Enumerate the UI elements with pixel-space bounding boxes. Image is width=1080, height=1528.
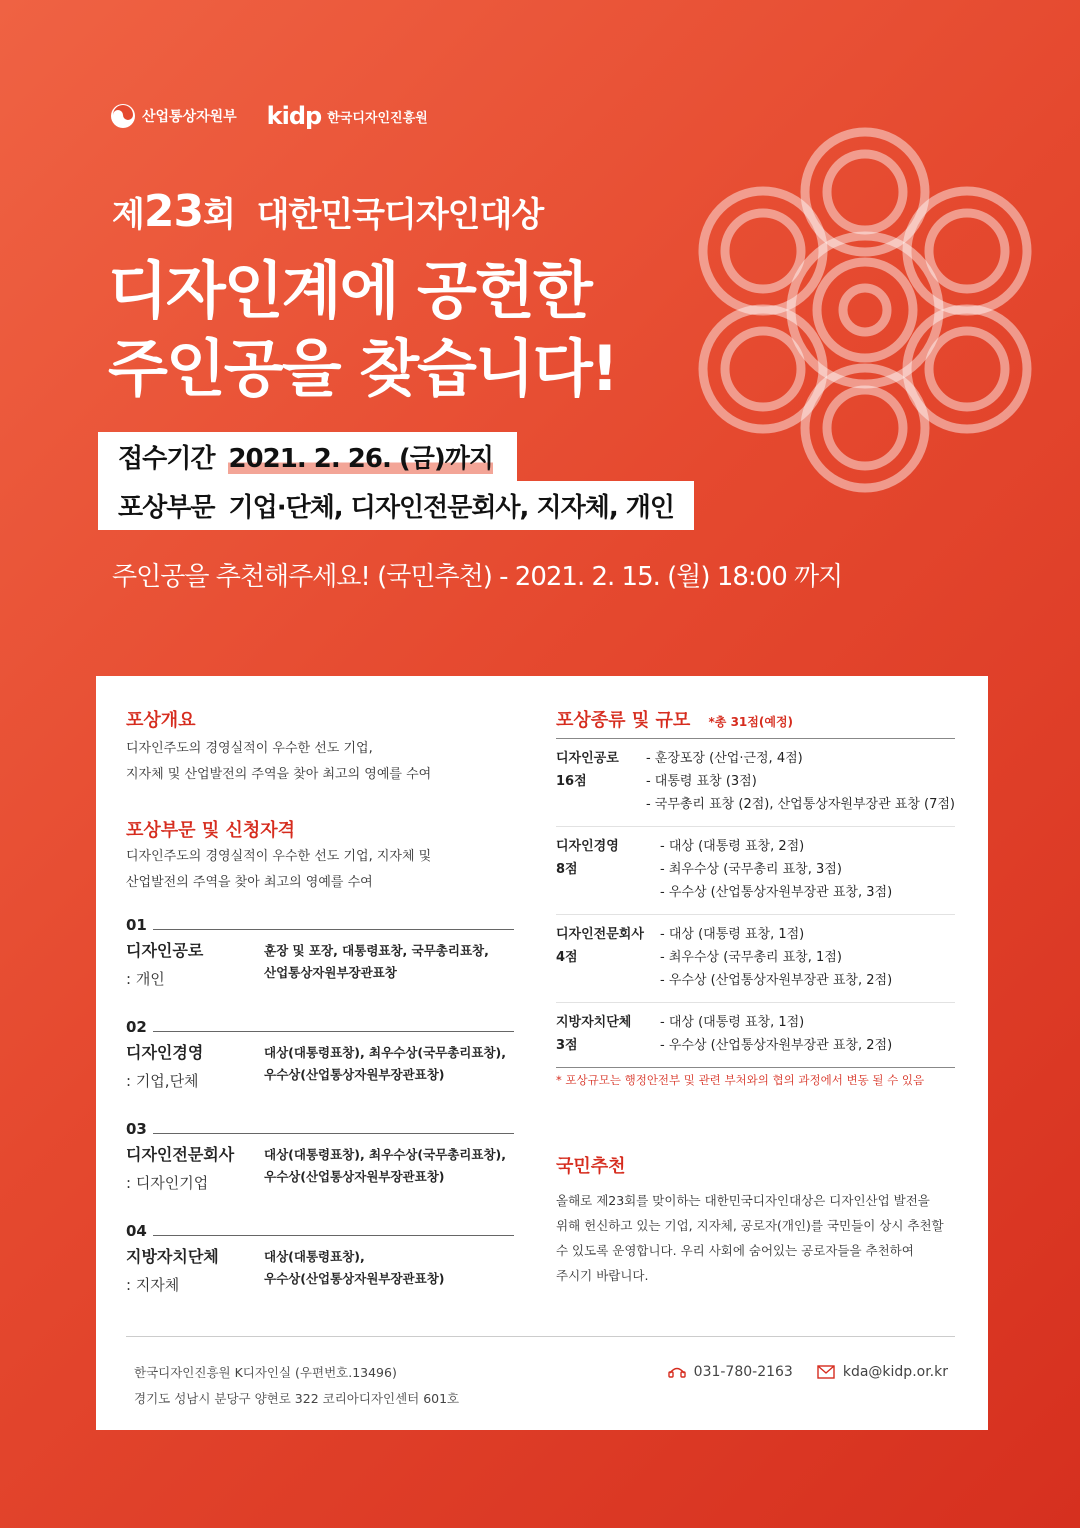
taegeuk-icon — [110, 103, 136, 129]
awards-table — [556, 738, 955, 1068]
category-name: 디자인경영 — [126, 1043, 204, 1062]
award-item: - 대상 (대통령 표창, 1점) — [660, 1015, 805, 1030]
period-label: 접수기간 — [118, 444, 215, 474]
category-name: 지방자치단체 — [126, 1247, 219, 1266]
phone-icon — [668, 1364, 686, 1380]
category-award-line: 산업통상자원부장관표창 — [264, 965, 397, 980]
category-award-line: 대상(대통령표창), — [264, 1249, 365, 1264]
public-recommend-title: 국민추천 — [556, 1156, 626, 1177]
eligibility-line: 산업발전의 주역을 찾아 최고의 영예를 수여 — [126, 875, 373, 890]
headline-line-1: 디자인계에 공헌한 — [108, 254, 591, 327]
award-item: - 우수상 (산업통상자원부장관 표창, 2점) — [660, 1038, 893, 1053]
address-line-2: 경기도 성남시 분당구 양현로 322 코리아디자인센터 601호 — [134, 1391, 460, 1406]
award-row — [556, 739, 955, 827]
eligibility-text — [126, 844, 431, 896]
category-value: 기업·단체, 디자인전문회사, 지자체, 개인 — [228, 493, 674, 523]
award-edition-title — [112, 186, 543, 237]
ministry-name: 산업통상자원부 — [142, 109, 237, 125]
address-line-1: 한국디자인진흥원 K디자인실 (우편번호.13496) — [134, 1365, 397, 1380]
category-awards — [264, 940, 489, 994]
category-eligible: : 기업,단체 — [126, 1072, 199, 1090]
edition-number: 23 — [143, 186, 204, 237]
award-item: - 대상 (대통령 표창, 2점) — [660, 839, 805, 854]
edition-suffix: 회 대한민국디자인대상 — [203, 195, 544, 235]
main-headline — [108, 252, 617, 408]
footer-divider — [126, 1336, 955, 1337]
kidp-mark: kidp — [266, 102, 322, 130]
category-eligible: : 디자인기업 — [126, 1174, 209, 1192]
public-recommend-line: 올해로 제23회를 맞이하는 대한민국디자인대상은 디자인산업 발전을 — [556, 1193, 930, 1208]
award-count: 3점 — [556, 1038, 578, 1053]
award-category: 디자인경영 — [556, 839, 619, 854]
flower-pattern-decoration — [690, 120, 1040, 500]
category-eligible: : 지자체 — [126, 1276, 180, 1294]
kidp-name: 한국디자인진흥원 — [327, 110, 428, 126]
logo-bar — [110, 102, 428, 130]
category-02 — [126, 1018, 514, 1096]
award-count: 8점 — [556, 862, 578, 877]
award-count: 4점 — [556, 950, 578, 965]
details-card — [96, 676, 988, 1430]
phone-number: 031-780-2163 — [693, 1364, 793, 1380]
award-category: 지방자치단체 — [556, 1015, 632, 1030]
awards-title — [556, 706, 793, 732]
ministry-logo — [110, 103, 237, 129]
award-row — [556, 915, 955, 1003]
award-item: - 우수상 (산업통상자원부장관 표창, 2점) — [660, 973, 893, 988]
category-number: 02 — [126, 1018, 147, 1036]
email-address: kda@kidp.or.kr — [842, 1364, 948, 1380]
category-number: 01 — [126, 916, 147, 934]
award-item: - 국무총리 표창 (2점), 산업통상자원부장관 표창 (7점) — [645, 797, 955, 812]
overview-line: 디자인주도의 경영실적이 우수한 선도 기업, — [126, 741, 373, 756]
category-name: 디자인공로 — [126, 941, 204, 960]
kidp-logo — [267, 102, 428, 130]
category-award-line: 대상(대통령표창), 최우수상(국무총리표창), — [264, 1045, 506, 1060]
category-01 — [126, 916, 514, 994]
category-award-line: 우수상(산업통상자원부장관표창) — [264, 1169, 445, 1184]
eligibility-title: 포상부문 및 신청자격 — [126, 820, 296, 841]
category-eligible: : 개인 — [126, 970, 165, 988]
phone-contact[interactable] — [668, 1364, 793, 1380]
category-awards — [264, 1042, 506, 1096]
period-value: 2021. 2. 26. (금)까지 — [228, 444, 494, 474]
category-03 — [126, 1120, 514, 1198]
key-info-box — [98, 432, 694, 530]
category-award-line: 훈장 및 포장, 대통령표창, 국무총리표창, — [264, 943, 489, 958]
awards-title-text: 포상종류 및 규모 — [556, 710, 691, 731]
award-row — [556, 827, 955, 915]
headline-line-2: 주인공을 찾습니다! — [108, 332, 617, 405]
period-line — [98, 432, 517, 481]
award-item: - 최우수상 (국무총리 표창, 1점) — [660, 950, 842, 965]
award-item: - 최우수상 (국무총리 표창, 3점) — [660, 862, 842, 877]
awards-total: *총 31점(예정) — [708, 715, 794, 729]
category-number: 04 — [126, 1222, 147, 1240]
award-category: 디자인전문회사 — [556, 927, 644, 942]
mail-icon — [817, 1365, 835, 1379]
public-recommend-line: 수 있도록 운영합니다. 우리 사회에 숨어있는 공로자들을 추천하여 — [556, 1243, 914, 1258]
awards-note: * 포상규모는 행정안전부 및 관련 부처와의 협의 과정에서 변동 될 수 있음 — [556, 1073, 925, 1087]
category-awards — [264, 1144, 506, 1198]
public-recommend-line: 위해 헌신하고 있는 기업, 지자체, 공로자(개인)를 국민들이 상시 추천할 — [556, 1218, 944, 1233]
award-category: 디자인공로 — [556, 751, 619, 766]
overview-line: 지자체 및 산업발전의 주역을 찾아 최고의 영예를 수여 — [126, 767, 432, 782]
footer-contact — [668, 1364, 948, 1380]
award-item: - 대상 (대통령 표창, 1점) — [660, 927, 805, 942]
footer-address — [134, 1360, 459, 1412]
category-label: 포상부문 — [118, 493, 215, 523]
overview-text — [126, 736, 431, 788]
award-item: - 훈장포장 (산업·근정, 4점) — [645, 751, 803, 766]
category-award-line: 우수상(산업통상자원부장관표창) — [264, 1271, 445, 1286]
award-item: - 우수상 (산업통상자원부장관 표창, 3점) — [660, 885, 893, 900]
email-contact[interactable] — [817, 1364, 948, 1380]
award-count: 16점 — [556, 774, 587, 789]
public-recommend-text — [556, 1188, 944, 1288]
award-row — [556, 1003, 955, 1068]
public-recommend-line: 주시기 바랍니다. — [556, 1268, 649, 1283]
edition-prefix: 제 — [112, 195, 144, 235]
overview-title: 포상개요 — [126, 710, 196, 731]
award-item: - 대통령 표창 (3점) — [645, 774, 757, 789]
category-award-line: 대상(대통령표창), 최우수상(국무총리표창), — [264, 1147, 506, 1162]
category-name: 디자인전문회사 — [126, 1145, 235, 1164]
category-04 — [126, 1222, 514, 1300]
category-line — [98, 481, 694, 530]
recommend-deadline: 주인공을 추천해주세요! (국민추천) - 2021. 2. 15. (월) 18:00 까지 — [112, 562, 843, 592]
category-award-line: 우수상(산업통상자원부장관표창) — [264, 1067, 445, 1082]
category-number: 03 — [126, 1120, 147, 1138]
eligibility-line: 디자인주도의 경영실적이 우수한 선도 기업, 지자체 및 — [126, 849, 432, 864]
category-awards — [264, 1246, 444, 1300]
